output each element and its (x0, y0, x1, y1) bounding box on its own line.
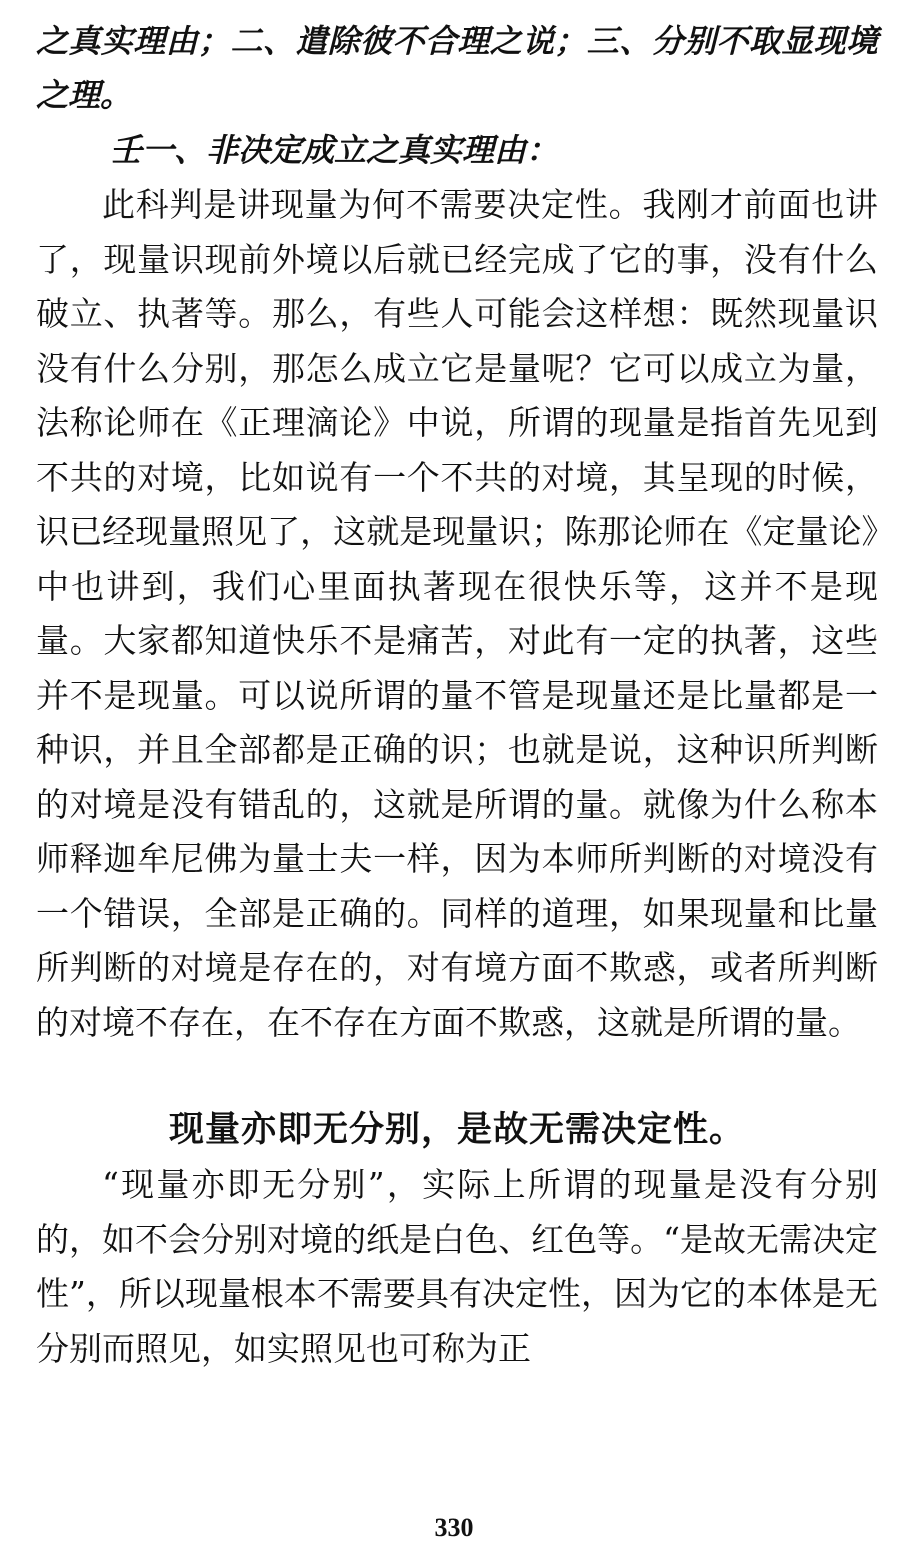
intro-text: 之真实理由；二、遣除彼不合理之说；三、分别不取显现境之理。 (36, 22, 878, 114)
body-paragraph-1: 此科判是讲现量为何不需要决定性。我刚才前面也讲了，现量识现前外境以后就已经完成了它的事，没有什么破立、执著等。那么，有些人可能会这样想：既然现量识没有什么分别，那怎么成立它是量呢？它可以成立为量，法称论师在《正理滴论》中说，所谓的现量是指首先见到不共的对境，比如说有一个不共的对境，其呈现的时候，识已经现量照见了，这就是现量识；陈那论师在《定量论》中也讲到，我们心里面执著现在很快乐等，这并不是现量。大家都知道快乐不是痛苦，对此有一定的执著，这些并不是现量。可以说所谓的量不管是现量还是比量都是一种识，并且全部都是正确的识；也就是说，这种识所判断的对境是没有错乱的，这就是所谓的量。就像为什么称本师释迦牟尼佛为量士夫一样，因为本师所判断的对境没有一个错误，全部是正确的。同样的道理，如果现量和比量所判断的对境是存在的，对有境方面不欺惑，或者所判断的对境不存在，在不存在方面不欺惑，这就是所谓的量。 (36, 185, 878, 1042)
section-heading: 壬一、非决定成立之真实理由： (110, 131, 559, 169)
body-paragraph-2: “现量亦即无分别”，实际上所谓的现量是没有分别的，如不会分别对境的纸是白色、红色等。“是故无需决定性”，所以现量根本不需要具有决定性，因为它的本体是无分别而照见，如实照见也可称为正 (36, 1165, 878, 1368)
page-number: 330 (434, 1513, 474, 1542)
verse-heading: 现量亦即无分别，是故无需决定性。 (168, 1109, 745, 1150)
page-content (36, 14, 878, 1376)
